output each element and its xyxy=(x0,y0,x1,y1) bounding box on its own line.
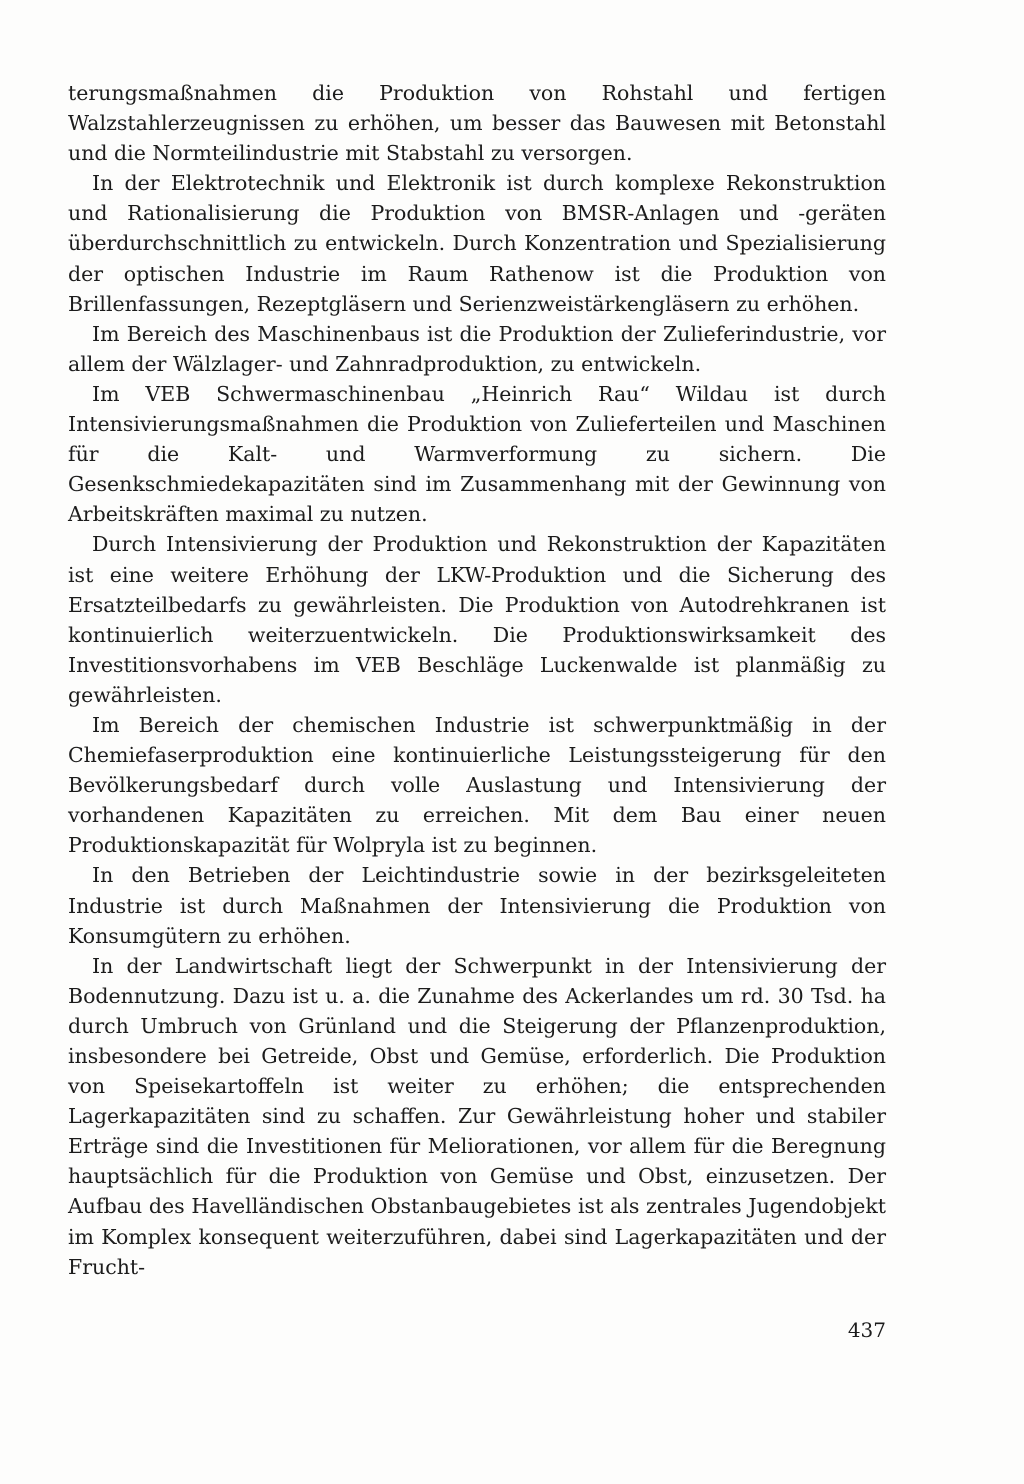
paragraph-2: In der Elektrotechnik und Elektronik ist durch komplexe Rekonstruktion und Rationalisierung die Produktion von BMSR-Anlagen und -geräten überdurchschnittlich zu entwickeln. Durch Konzentration und Spezialisierung der optischen Industrie im Raum Rathenow ist die Produktion von Brillenfassungen, Rezeptgläsern und Serienzweistärkengläsern zu erhöhen. xyxy=(68,171,886,316)
paragraph-3: Im Bereich des Maschinenbaus ist die Produktion der Zulieferindustrie, vor allem der Wälzlager- und Zahnradproduktion, zu entwickeln. xyxy=(68,321,886,376)
paragraph-7: In den Betrieben der Leichtindustrie sowie in der bezirksgeleiteten Industrie ist durch Maßnahmen der Intensivierung die Produktion von Konsumgütern zu erhöhen. xyxy=(68,863,886,948)
page-number: 437 xyxy=(847,1318,886,1342)
paragraph-8: In der Landwirtschaft liegt der Schwerpunkt in der Intensivierung der Bodennutzung. Dazu ist u. a. die Zunahme des Ackerlandes um rd. 30 Tsd. ha durch Umbruch von Grünland und die Steigerung der Pflanzenproduktion, insbesondere bei Getreide, Obst und Gemüse, erforderlich. Die Produktion von Speisekartoffeln ist weiter zu erhöhen; die entsprechenden Lagerkapazitäten sind zu schaffen. Zur Gewährleistung hoher und stabiler Erträge sind die Investitionen für Meliorationen, vor allem für die Beregnung hauptsächlich für die Produktion von Gemüse und Obst, einzusetzen. Der Aufbau des Havelländischen Obstanbaugebietes ist als zentrales Jugendobjekt im Komplex konsequent weiterzuführen, dabei sind Lagerkapazitäten und der Frucht- xyxy=(68,953,886,1279)
paragraph-6: Im Bereich der chemischen Industrie ist schwerpunktmäßig in der Chemiefaserproduktion eine kontinuierliche Leistungssteigerung für den Bevölkerungsbedarf durch volle Auslastung und Intensivierung der vorhandenen Kapazitäten zu erreichen. Mit dem Bau einer neuen Produktionskapazität für Wolpryla ist zu beginnen. xyxy=(68,712,886,858)
body-text xyxy=(68,78,886,1282)
paragraph-4: Im VEB Schwermaschinenbau „Heinrich Rau“ Wildau ist durch Intensivierungsmaßnahmen die Produktion von Zulieferteilen und Maschinen für die Kalt- und Warmverformung zu sichern. Die Gesenkschmiedekapazitäten sind im Zusammenhang mit der Gewinnung von Arbeitskräften maximal zu nutzen. xyxy=(68,381,886,527)
paragraph-5: Durch Intensivierung der Produktion und Rekonstruktion der Kapazitäten ist eine weitere Erhöhung der LKW-Produktion und die Sicherung des Ersatzteilbedarfs zu gewährleisten. Die Produktion von Autodrehkranen ist kontinuierlich weiterzuentwickeln. Die Produktionswirksamkeit des Investitionsvorhabens im VEB Beschläge Luckenwalde ist planmäßig zu gewährleisten. xyxy=(68,532,886,707)
paragraph-1: terungsmaßnahmen die Produktion von Rohstahl und fertigen Walzstahlerzeugnissen zu erhöhen, um besser das Bauwesen mit Betonstahl und die Normteilindustrie mit Stabstahl zu versorgen. xyxy=(68,81,886,166)
